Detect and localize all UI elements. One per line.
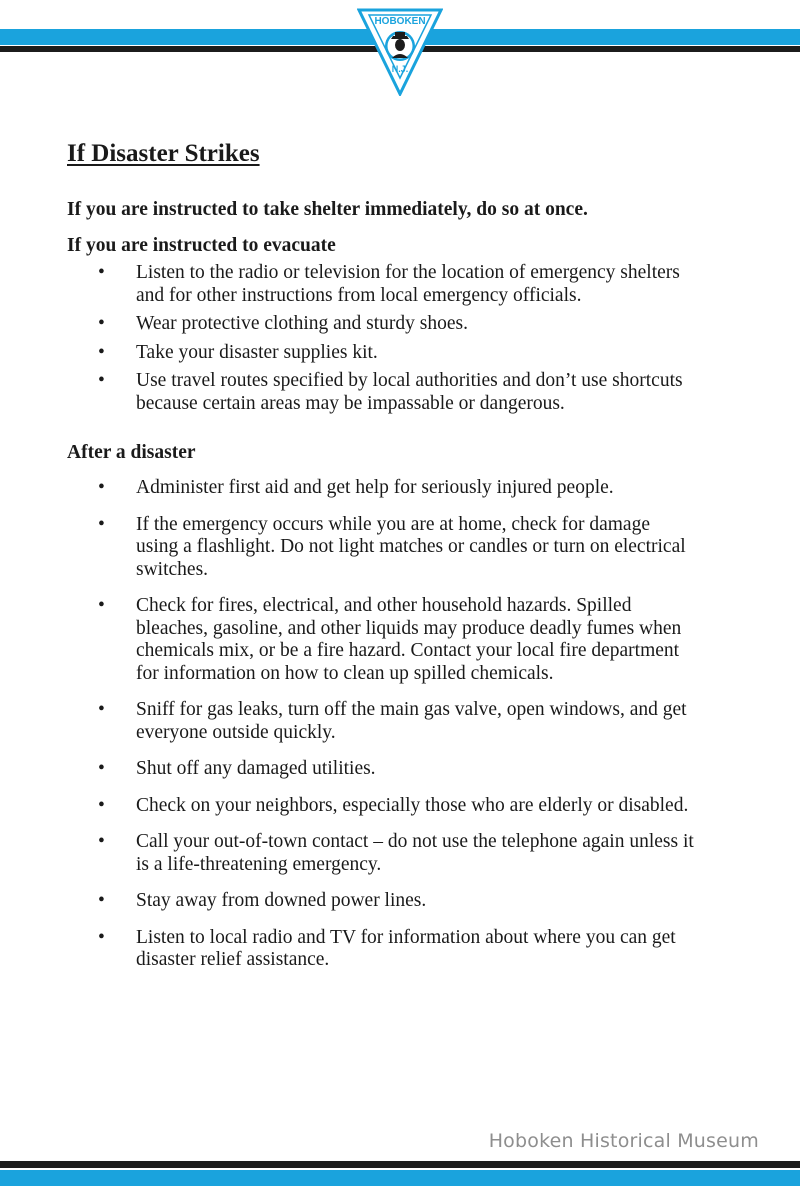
bullet-icon: • [98,262,105,283]
logo-bottom-text: N.J. [391,64,409,74]
bullet-icon: • [98,831,105,852]
bullet-icon: • [98,595,105,616]
bullet-icon: • [98,313,105,334]
list-item: • Call your out-of-town contact – do not use the telephone again unless it is a life-threatening emergency. [98,831,694,875]
list-item: • Use travel routes specified by local authorities and don’t use shortcuts because certain areas may be impassable or dangerous. [98,370,683,414]
bullet-icon: • [98,794,105,816]
hoboken-logo [357,8,443,96]
list-item: • If the emergency occurs while you are at home, check for damage using a flashlight. Do not light matches or candles or turn on electrical switches. [98,513,686,580]
bullet-icon: • [98,513,105,535]
evacuate-list [67,262,747,415]
list-item: • Take your disaster supplies kit. [98,341,378,363]
list-item: • Stay away from downed power lines. [98,890,427,911]
list-item: • Administer first aid and get help for seriously injured people. [98,477,614,498]
list-item: • Listen to the radio or television for the location of emergency shelters and for other instructions from local emergency officials. [98,262,680,306]
watermark-credit: Hoboken Historical Museum [488,1130,759,1152]
list-item: • Listen to local radio and TV for information about where you can get disaster relief assistance. [98,926,676,970]
document-body [67,138,747,986]
bullet-icon: • [98,890,105,911]
bullet-icon: • [98,370,105,391]
bullet-icon: • [98,699,105,720]
list-item: • Wear protective clothing and sturdy shoes. [98,313,469,334]
after-disaster-heading: After a disaster [67,442,196,463]
list-item: • Shut off any damaged utilities. [98,758,376,779]
after-disaster-list [67,477,747,972]
bullet-icon: • [98,926,105,948]
evacuate-heading: If you are instructed to evacuate [67,235,336,256]
bullet-icon: • [98,341,105,363]
list-item: • Sniff for gas leaks, turn off the main gas valve, open windows, and get everyone outside quickly. [98,699,687,743]
page-title: If Disaster Strikes [67,140,260,167]
logo-top-text: HOBOKEN [374,16,426,27]
shelter-instruction: If you are instructed to take shelter immediately, do so at once. [67,199,588,220]
list-item: • Check on your neighbors, especially those who are elderly or disabled. [98,794,689,816]
bottom-black-band [0,1161,800,1168]
list-item: • Check for fires, electrical, and other household hazards. Spilled bleaches, gasoline, and other liquids may produce deadly fumes when chemicals mix, or be a fire hazard. Contact your local fire department for information on how to clean up spilled chemicals. [98,595,682,684]
bottom-blue-band [0,1170,800,1186]
bullet-icon: • [98,758,105,779]
bullet-icon: • [98,477,105,498]
